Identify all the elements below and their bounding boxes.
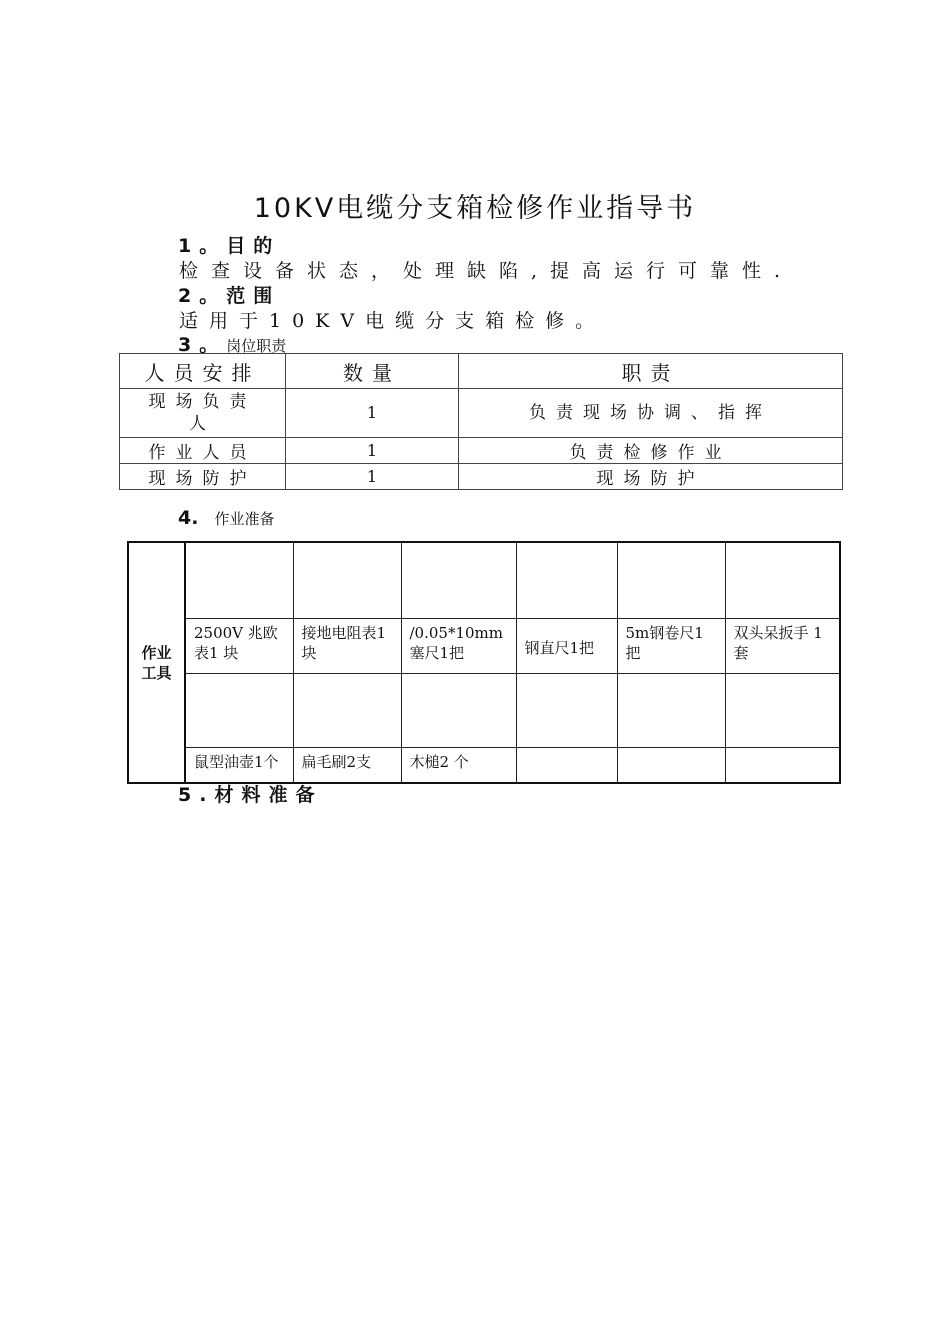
person-cell: 现场防护 (120, 464, 286, 490)
tool-cell: 钢直尺1把 (516, 619, 617, 674)
tools-table (127, 541, 841, 784)
category-cell (128, 542, 185, 783)
category-line-2: 工具 (141, 663, 172, 682)
tool-cell: 2500V 兆欧表1 块 (185, 619, 293, 674)
roles-table (119, 353, 843, 490)
blank-cell (725, 748, 840, 784)
duty-cell: 负责现场协调、指挥 (459, 389, 843, 438)
blank-cell (617, 542, 725, 619)
table-row (120, 389, 843, 438)
blank-cell (293, 674, 401, 748)
count-cell: 1 (286, 389, 459, 438)
section-4-number: 4. (178, 507, 199, 529)
category-line-1: 作业 (141, 643, 172, 662)
count-cell: 1 (286, 464, 459, 490)
count-cell: 1 (286, 438, 459, 464)
tool-cell: 双头呆扳手 1套 (725, 619, 840, 674)
table-row (128, 748, 840, 784)
table-row (120, 438, 843, 464)
section-2-text: 适用于10KV电缆分支箱检修。 (179, 310, 606, 332)
column-header-person: 人员安排 (120, 354, 286, 389)
blank-cell (185, 674, 293, 748)
table-row (128, 619, 840, 674)
section-1-text: 检查设备状态，处理缺陷,提高运行可靠性. (179, 260, 794, 282)
tool-cell: 5m钢卷尺1把 (617, 619, 725, 674)
blank-cell (617, 748, 725, 784)
duty-cell: 负责检修作业 (459, 438, 843, 464)
table-row (128, 674, 840, 748)
blank-cell (516, 542, 617, 619)
section-4-label: 作业准备 (214, 510, 275, 528)
section-5-heading: 5.材料准备 (178, 784, 323, 806)
person-cell: 作业人员 (120, 438, 286, 464)
blank-cell (185, 542, 293, 619)
tool-cell: 木槌2 个 (401, 748, 516, 784)
section-3-number: 3。 (178, 334, 227, 356)
blank-cell (617, 674, 725, 748)
section-1-heading: 1。目的 (178, 235, 281, 257)
blank-cell (401, 674, 516, 748)
blank-cell (725, 674, 840, 748)
tool-cell: /0.05*10mm 塞尺1把 (401, 619, 516, 674)
section-2-heading: 2。范围 (178, 285, 281, 307)
blank-cell (293, 542, 401, 619)
duty-cell: 现场防护 (459, 464, 843, 490)
blank-cell (401, 542, 516, 619)
section-4-heading (178, 507, 274, 529)
table-header-row (120, 354, 843, 389)
table-row (120, 464, 843, 490)
section-3-label: 岗位职责 (226, 337, 287, 355)
person-line-1: 现场负责 (148, 392, 257, 412)
blank-cell (516, 674, 617, 748)
person-line-2: 人 (189, 414, 216, 434)
tool-cell: 扁毛刷2支 (293, 748, 401, 784)
column-header-duty: 职责 (459, 354, 843, 389)
blank-cell (725, 542, 840, 619)
table-row (128, 542, 840, 619)
blank-cell (516, 748, 617, 784)
person-cell (120, 389, 286, 438)
column-header-count: 数量 (286, 354, 459, 389)
document-title: 10KV电缆分支箱检修作业指导书 (253, 193, 697, 224)
tool-cell: 鼠型油壶1个 (185, 748, 293, 784)
tool-cell: 接地电阻表1块 (293, 619, 401, 674)
